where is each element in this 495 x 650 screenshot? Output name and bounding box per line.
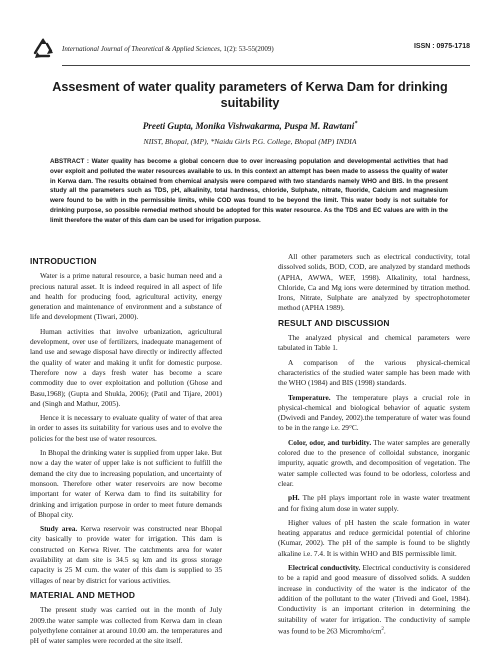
- journal-name: International Journal of Theoretical & Applied Sciences,: [62, 45, 222, 53]
- paragraph: Hence it is necessary to evaluate quality of water of that area in order to asses its suitability for various uses and to evolve the policies for the best use of water resources.: [30, 413, 222, 443]
- section-heading-results: RESULT AND DISCUSSION: [278, 317, 390, 328]
- left-column: [30, 252, 222, 650]
- paragraph-ph: [278, 493, 470, 514]
- abstract: ABSTRACT : Water quality has become a global concern due to over increasing population and developmental activities that had over exploit and polluted the water resources available to us. In this context an attempt has been made to assess the quality of water in Kerwa dam. The results obtained from chemical analysis were compared with two standards namely WHO and BIS. In the present study all the parameters such as TDS, pH, alkalinity, total hardness, chloride, Sulphate, nitrate, fluoride, Calcium and magnesium were found to be with in the permissible limits, while COD was found to be beyond the limit. This water body is not suitable for drinking purpose, so possible remedial method should be adopted for this water resource. As the TDS and EC values are with in the limit therefore the water of this dam can be used for irrigation purpose.: [50, 158, 448, 224]
- paragraph-text: Electrical conductivity is considered to be a rapid and good measure of dissolved solids. A sudden increase in conductivity of the water is the indicator of the addition of the pollutant to the water (Trivedi and Goel, 1984). Conductivity is an important criterion in determining the suitability of water for irrigation. The conductivity of sample was found to be 263 Micromho/cm: [278, 563, 470, 636]
- author-list: [30, 121, 470, 131]
- header-rule: [62, 65, 470, 66]
- paragraph-study-area: [30, 524, 222, 586]
- journal-header: [30, 36, 470, 62]
- author-marker: *: [354, 121, 358, 127]
- run-in-heading: Temperature.: [288, 392, 331, 402]
- right-column: [278, 252, 470, 641]
- recycle-icon: [30, 36, 56, 62]
- authors-text: Preeti Gupta, Monika Vishwakarma, Puspa M. Rawtani: [142, 121, 355, 132]
- run-in-heading: pH.: [288, 493, 300, 503]
- paragraph: Human activities that involve urbanization, agricultural development, over use of fertilizers, inadequate management of land use and sewage disposal have directly or indirectly affected the quality of water and making it unfit for domestic purpose. Therefore now a days fresh water has become a scare commodity due to over exploitation and pollution (Ghose and Basu,1968); (Gupta and Shukla, 2006); (Patil and Tijare, 2001) and (Singh and Mathur, 2005).: [30, 326, 222, 408]
- paragraph-text: The temperature plays a crucial role in physical-chemical and biological behavior of aquatic system (Dwivedi and Pandey, 2002).the temperature of water was found to be in the range i.e. 29°C.: [278, 392, 470, 433]
- paragraph-text: The water samples are generally colored due to the presence of colloidal substance, inorganic impurity, aquatic growth, and decomposition of vegetation. The water sample collected was found to be odorless, colorless and clear.: [278, 437, 470, 488]
- superscript: 2: [381, 626, 384, 632]
- paper-title: Assesment of water quality parameters of Kerwa Dam for drinking suitability: [52, 80, 448, 110]
- paragraph-temperature: [278, 393, 470, 434]
- paragraph-end: .: [383, 626, 386, 636]
- run-in-heading: Color, odor, and turbidity.: [288, 437, 372, 447]
- paragraph-conductivity: [278, 563, 470, 637]
- volume-pages: 1(2): 53-55(2009): [223, 45, 274, 53]
- paragraph: All other parameters such as electrical conductivity, total dissolved solids, BOD, COD, are analyzed by standard methods (APHA, AWWA, WEF, 1998). Alkalinity, total hardness, Chloride, Ca and Mg ions were determined by titration method. Irons, Nitrate, Sulphate are analyzed by spectrophotometer method (APHA 1989).: [278, 252, 470, 313]
- run-in-heading: Study area.: [40, 524, 78, 534]
- paragraph: Higher values of pH hasten the scale formation in water heating apparatus and reduce germicidal potential of chlorine (Kumar, 2002). The pH of the sample is found to be slightly alkaline i.e. 7.4. It is within WHO and BIS permissible limit.: [278, 517, 470, 558]
- paragraph: A comparison of the various physical-chemical characteristics of the studied water sample has been made with the WHO (1984) and BIS (1998) standards.: [278, 357, 470, 388]
- paragraph-text: Kerwa reservoir was constructed near Bhopal city basically to provide water for irrigation. This dam is constructed on Kerwa River. The catchments area for water availability at dam site is 34.5 sq km and its gross storage capacity is 25 M cum. the water of this dam is supplied to 35 villages of near by district for various activities.: [30, 524, 222, 585]
- paragraph: The present study was carried out in the month of July 2009.the water sample was collected from Kerwa dam in clean polyethylene container at around 10.00 am. the temperatures and pH of water samples were recorded at the site itself.: [30, 605, 222, 646]
- paragraph: The analyzed physical and chemical parameters were tabulated in Table 1.: [278, 333, 470, 353]
- paragraph-text: The pH plays important role in waste water treatment and for fixing alum dose in water supply.: [278, 493, 470, 513]
- section-heading-introduction: INTRODUCTION: [30, 256, 97, 266]
- journal-citation: [62, 45, 274, 53]
- run-in-heading: Electrical conductivity.: [288, 563, 361, 573]
- section-heading-methods: MATERIAL AND METHOD: [30, 589, 136, 600]
- issn: ISSN : 0975-1718: [413, 43, 470, 50]
- paragraph: Water is a prime natural resource, a basic human need and a precious natural asset. It is indeed required in all aspect of life and health for producing food, agricultural activity, energy generation and maintenance of environment and a substance of life and development (Tiwari, 2000).: [30, 271, 222, 322]
- paragraph: In Bhopal the drinking water is supplied from upper lake. But now a day the water of upper lake is not sufficient to fulfill the demand the city due to increasing population, and uncertainty of monsoon. Therefore other water reservoirs are now become important for water of Kerwa dam to find its suitability for drinking and irrigation purpose in order to meet future demands of Bhopal city.: [30, 448, 222, 519]
- affiliation: NIIST, Bhopal, (MP), *Naidu Girls P.G. College, Bhopal (MP) INDIA: [143, 137, 357, 146]
- paragraph-color: [278, 438, 470, 489]
